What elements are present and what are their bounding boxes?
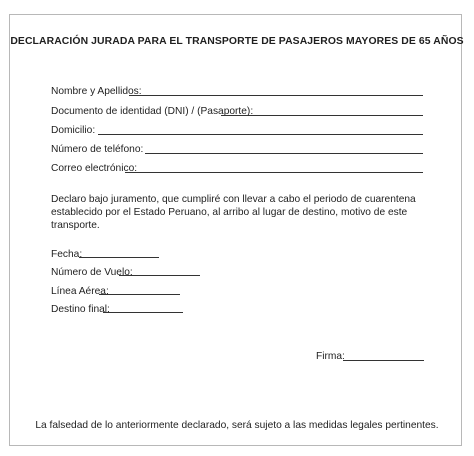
date-line[interactable] <box>79 257 159 258</box>
signature-line[interactable] <box>343 360 424 361</box>
legal-footer: La falsedad de lo anteriormente declarado, será sujeto a las medidas legales pertinentes. <box>35 420 439 431</box>
flight-number-label: Número de Vuelo: <box>51 267 133 278</box>
name-label: Nombre y Apellidos: <box>51 86 142 97</box>
declaration-paragraph: Declaro bajo juramento, que cumpliré con llevar a cabo el periodo de cuarentena establecido por el Estado Peruano, al arribo al lugar de destino, motivo de este transporte. <box>51 194 416 231</box>
id-document-label: Documento de identidad (DNI) / (Pasaporte): <box>51 106 254 117</box>
final-destination-line[interactable] <box>103 312 183 313</box>
document-title: DECLARACIÓN JURADA PARA EL TRANSPORTE DE PASAJEROS MAYORES DE 65 AÑOS <box>10 36 464 47</box>
address-label: Domicilio: <box>51 125 96 136</box>
final-destination-label: Destino final: <box>51 304 110 315</box>
signature-label: Firma: <box>316 351 345 362</box>
email-label: Correo electrónico: <box>51 163 138 174</box>
phone-line[interactable] <box>145 153 423 154</box>
phone-label: Número de teléfono: <box>51 144 144 155</box>
email-line[interactable] <box>125 172 423 173</box>
id-document-line[interactable] <box>221 115 423 116</box>
airline-label: Línea Aérea: <box>51 286 109 297</box>
address-line[interactable] <box>98 134 423 135</box>
name-line[interactable] <box>129 95 423 96</box>
airline-line[interactable] <box>99 294 180 295</box>
flight-number-line[interactable] <box>119 275 200 276</box>
date-label: Fecha: <box>51 249 83 260</box>
